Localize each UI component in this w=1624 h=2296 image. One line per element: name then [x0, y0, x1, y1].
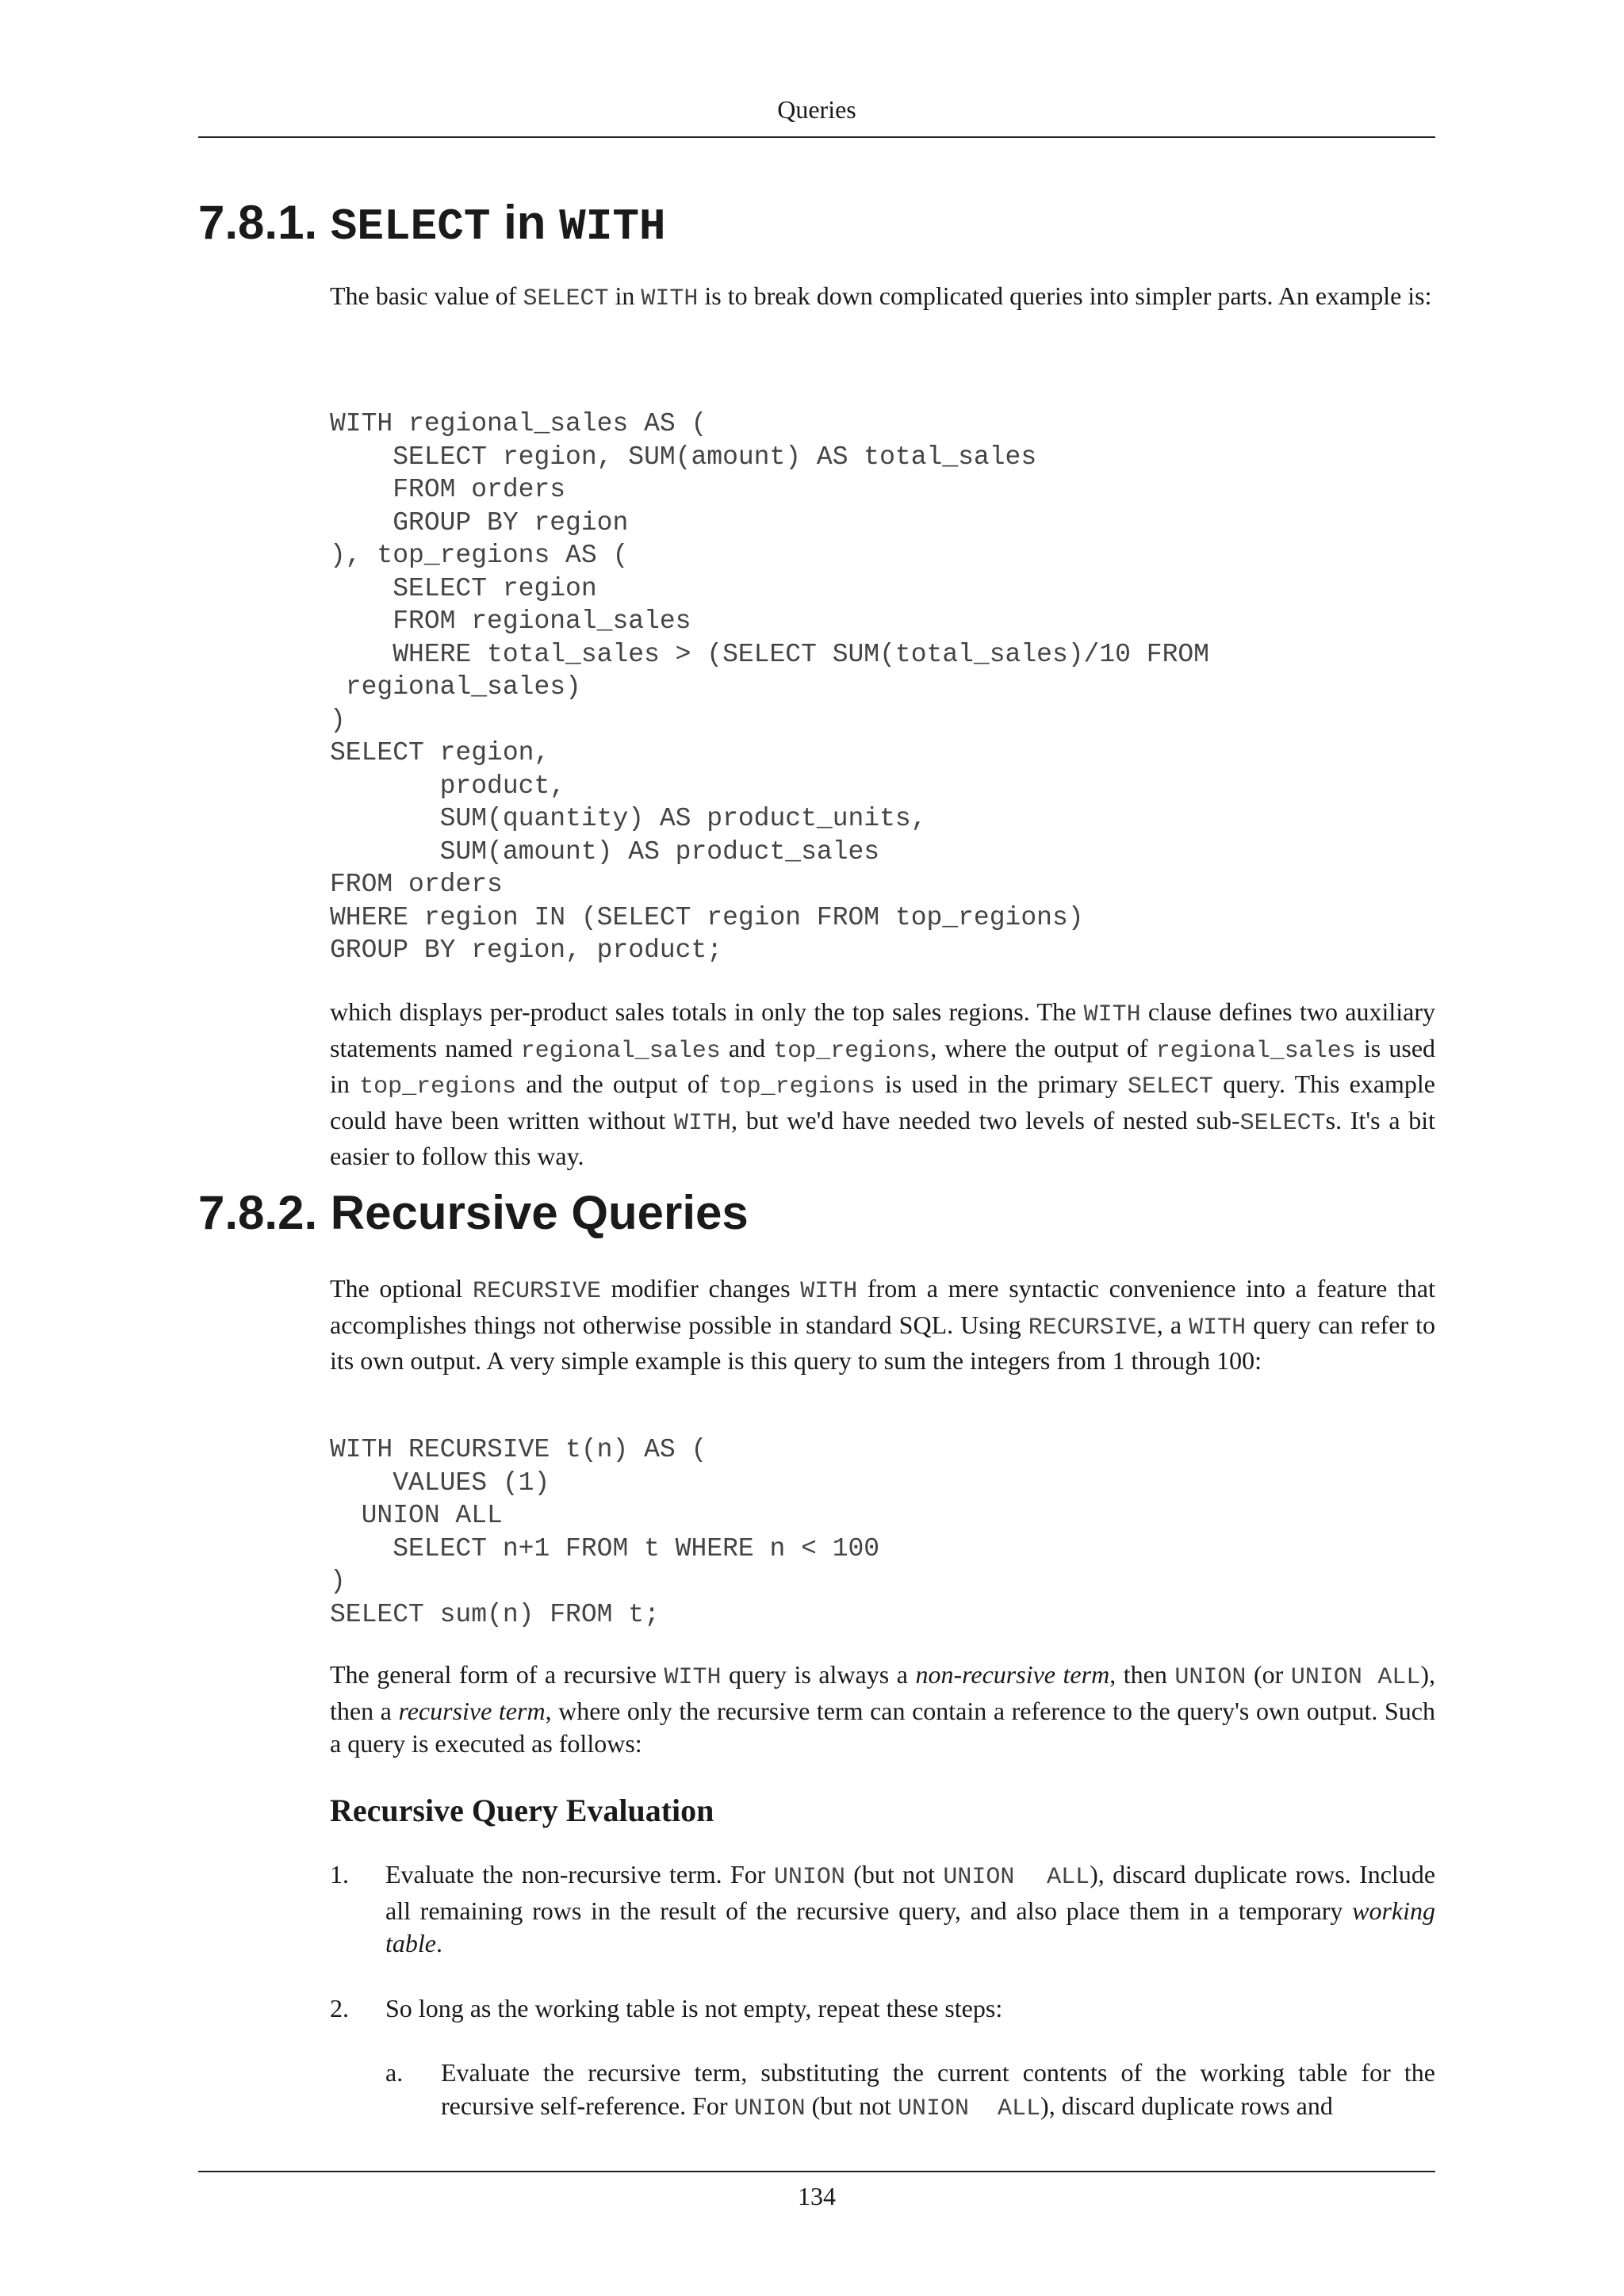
- recursive-intro-paragraph: The optional RECURSIVE modifier changes WITH from a mere syntactic convenience into a feature that accomplishes things not otherwise possible in standard SQL. Using RECURSIVE, a WITH query can refer to its own output. A very simple example is this query to sum the integers from 1 through 100:: [330, 1274, 1436, 1375]
- step-number: 1.: [330, 1860, 349, 1888]
- evaluation-steps-list: [330, 1858, 1435, 2126]
- header-rule: [198, 136, 1435, 138]
- section-title: Recursive Queries: [330, 1186, 749, 1239]
- step-letter: a.: [385, 2058, 404, 2087]
- footer-rule: [198, 2171, 1435, 2172]
- heading-keyword: WITH: [559, 201, 666, 252]
- explanation-paragraph: which displays per-product sales totals in only the top sales regions. The WITH clause defines two auxiliary statements named regional_sales and top_regions, where the output of regional_sales is used in top_regions and the output of top_regions is used in the primary SELECT query. This example could have been written without WITH, but we'd have needed two levels of nested sub-SELECTs. It's a bit easier to follow this way.: [330, 997, 1436, 1170]
- general-form-paragraph: The general form of a recursive WITH query is always a non-recursive term, then UNION (or UNION ALL), then a recursive term, where only the recursive term can contain a reference to the query's own output. Such a query is executed as follows:: [330, 1660, 1436, 1758]
- running-header: Queries: [777, 95, 856, 124]
- code-example-regional-sales: WITH regional_sales AS ( SELECT region, SUM(amount) AS total_sales FROM orders GROUP BY region ), top_regions AS ( SELECT region FROM regional_sales WHERE total_sales > (SELECT SUM(total_sales)/10 FROM regional_sales) ) SELECT region, product, SUM(quantity) AS product_units, SUM(amount) AS product_sales FROM orders WHERE region IN (SELECT region FROM top_regions) GROUP BY region, product;: [330, 409, 1209, 965]
- section-heading-select-in-with: [198, 195, 666, 254]
- code-example-recursive-sum: WITH RECURSIVE t(n) AS ( VALUES (1) UNION ALL SELECT n+1 FROM t WHERE n < 100 ) SELECT sum(n) FROM t;: [330, 1435, 880, 1629]
- sub-steps-list: [385, 2057, 1435, 2126]
- list-item: 2. So long as the working table is not empty, repeat these steps: a. Evaluate the recursive term, substituting the current contents of the working table for the recursive self-reference. For UNION (but not UNION ALL), discard duplicate rows and: [330, 1992, 1435, 2126]
- heading-keyword: SELECT: [330, 201, 491, 252]
- list-item: 1. Evaluate the non-recursive term. For UNION (but not UNION ALL), discard duplicate rows. Include all remaining rows in the result of the recursive query, and also place them in a temporary working table.: [330, 1860, 1436, 1957]
- intro-paragraph: The basic value of SELECT in WITH is to break down complicated queries into simpler parts. An example is:: [330, 281, 1432, 312]
- step-number: 2.: [330, 1993, 349, 2022]
- section-number: 7.8.1.: [198, 196, 318, 249]
- page-number: 134: [798, 2182, 836, 2210]
- section-number: 7.8.2.: [198, 1186, 318, 1239]
- list-item: a. Evaluate the recursive term, substituting the current contents of the working table for the recursive self-reference. For UNION (but not UNION ALL), discard duplicate rows and: [385, 2058, 1435, 2122]
- evaluation-heading: Recursive Query Evaluation: [330, 1793, 714, 1828]
- section-heading-recursive-queries: [198, 1185, 749, 1241]
- heading-word: in: [504, 196, 546, 249]
